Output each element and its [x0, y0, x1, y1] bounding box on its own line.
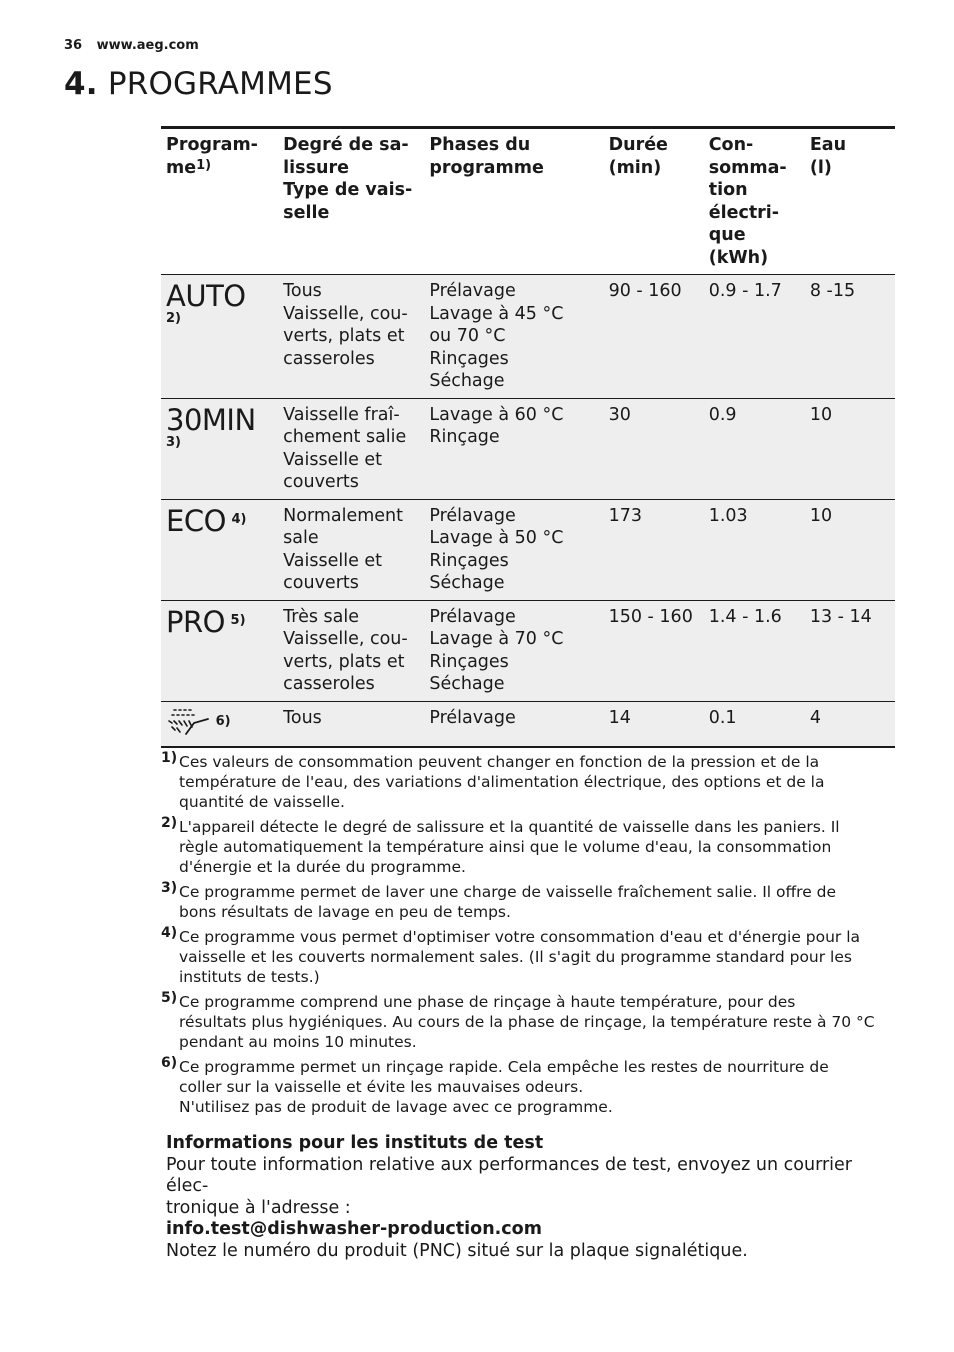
energy-cell: 0.9 — [708, 404, 737, 425]
header-water — [805, 128, 895, 275]
info-line: Pour toute information relative aux performances de test, envoyez un courrier élec- — [166, 1154, 852, 1196]
table-row — [161, 701, 895, 747]
footnote-line: N'utilisez pas de produit de lavage avec ce programme. — [179, 1098, 613, 1116]
phases-cell — [424, 275, 603, 399]
program-name: ECO — [166, 503, 226, 538]
section-title — [64, 66, 333, 102]
energy-cell: 0.9 - 1.7 — [708, 281, 782, 301]
cell-line: Vaisselle fraî- — [283, 404, 400, 425]
footnote-mark: 3) — [161, 880, 178, 896]
cell-line: Vaisselle, cou- — [283, 303, 408, 324]
cell-line: verts, plats et — [283, 651, 405, 672]
cell-line: Vaisselle et — [283, 550, 383, 571]
cell-line: chement salie — [283, 427, 407, 447]
header-line: (l) — [809, 157, 832, 178]
footnote-mark: 6) — [161, 1055, 178, 1071]
soil-cell — [278, 701, 424, 747]
cell-line: couverts — [283, 472, 359, 492]
footnotes — [161, 752, 897, 1122]
cell-line: Lavage à 50 °C — [429, 528, 564, 548]
header-line: tion — [708, 180, 748, 200]
header-soil — [278, 128, 424, 275]
header-line: (min) — [608, 157, 662, 178]
table-row — [161, 600, 895, 701]
cell-line: Rinçage — [429, 427, 500, 447]
energy-cell: 1.4 - 1.6 — [708, 606, 782, 627]
cell-line: Lavage à 60 °C — [429, 404, 564, 425]
energy-cell: 1.03 — [708, 505, 748, 526]
duration-cell: 30 — [608, 404, 631, 425]
cell-line: Tous — [283, 707, 322, 728]
cell-line: Prélavage — [429, 606, 516, 627]
cell-line: Vaisselle, cou- — [283, 629, 408, 649]
cell-line: Très sale — [283, 606, 360, 627]
table-row — [161, 275, 895, 399]
footnote-ref: 1) — [196, 157, 212, 173]
cell-line: Lavage à 45 °C — [429, 303, 564, 324]
soil-cell — [278, 398, 424, 499]
duration-cell: 14 — [608, 707, 631, 728]
info-heading: Informations pour les instituts de test — [166, 1133, 544, 1153]
header-line: lissure — [283, 157, 349, 178]
header-line: Program- — [166, 135, 258, 155]
footnote-mark: 4) — [161, 925, 178, 941]
footnote-line: Ce programme vous permet d'optimiser votre consommation d'eau et d'énergie pour la — [179, 928, 861, 946]
soil-cell — [278, 275, 424, 399]
page-number: 36 — [64, 38, 83, 53]
footnote-line: Ce programme comprend une phase de rinçage à haute température, pour des — [179, 993, 796, 1011]
water-cell: 10 — [809, 505, 833, 526]
footnote-ref: 4) — [231, 511, 247, 527]
header-line: me — [166, 157, 197, 178]
footnote-line: Ces valeurs de consommation peuvent changer en fonction de la pression et de la — [179, 753, 820, 771]
cell-line: casseroles — [283, 348, 375, 369]
header-line: Con- — [708, 135, 754, 155]
phases-cell — [424, 600, 603, 701]
footnote-line: température de l'eau, des variations d'alimentation électrique, des options et de la — [179, 773, 825, 791]
footnote-ref: 5) — [230, 612, 246, 628]
footnote-line: pendant au moins 10 minutes. — [179, 1033, 417, 1051]
footnote-mark: 5) — [161, 990, 178, 1006]
table-header-row — [161, 128, 895, 275]
soil-cell — [278, 600, 424, 701]
header-line: Phases du — [429, 135, 531, 155]
website-link[interactable]: www.aeg.com — [96, 38, 199, 53]
footnote-line: d'énergie et la durée du programme. — [179, 858, 466, 876]
footnote-ref: 2) — [166, 311, 181, 326]
info-note: Notez le numéro du produit (PNC) situé sur la plaque signalétique. — [166, 1240, 748, 1261]
footnote-line: quantité de vaisselle. — [179, 793, 345, 811]
energy-cell: 0.1 — [708, 707, 737, 728]
cell-line: Prélavage — [429, 707, 516, 728]
header-line: électri- — [708, 202, 780, 223]
footnote-line: Ce programme permet de laver une charge de vaisselle fraîchement salie. Il offre de — [179, 883, 837, 901]
water-cell: 10 — [809, 404, 833, 425]
cell-line: Rinçages — [429, 651, 509, 672]
header-line: (kWh) — [708, 247, 769, 268]
duration-cell: 173 — [608, 505, 642, 526]
footnote — [161, 927, 897, 987]
cell-line: couverts — [283, 573, 359, 593]
footnote-mark: 1) — [161, 750, 178, 766]
duration-cell: 150 - 160 — [608, 606, 693, 627]
program-cell — [161, 701, 278, 747]
test-institutes-info — [166, 1133, 896, 1262]
cell-line: Séchage — [429, 674, 505, 694]
rinse-spray-icon — [166, 707, 210, 737]
header-line: Type de vais- — [283, 180, 413, 200]
phases-cell — [424, 499, 603, 600]
program-cell — [161, 600, 278, 701]
cell-line: Normalement — [283, 505, 404, 526]
section-title-text: PROGRAMMES — [107, 66, 333, 102]
footnote-line: L'appareil détecte le degré de salissure et la quantité de vaisselle dans les paniers. Il — [179, 818, 840, 836]
footnote-line: coller sur la vaisselle et évite les mauvaises odeurs. — [179, 1078, 584, 1096]
header-line: Degré de sa- — [283, 135, 409, 155]
programmes-table — [161, 126, 895, 748]
cell-line: Lavage à 70 °C — [429, 629, 564, 649]
footnote-line: règle automatiquement la température ainsi que le volume d'eau, la consommation — [179, 838, 832, 856]
cell-line: verts, plats et — [283, 326, 405, 346]
section-number: 4. — [64, 66, 98, 102]
cell-line: Prélavage — [429, 281, 516, 301]
header-line: programme — [429, 157, 544, 178]
cell-line: Séchage — [429, 573, 505, 593]
cell-line: Rinçages — [429, 348, 509, 369]
footnote-ref: 6) — [215, 713, 231, 729]
footnote-line: instituts de tests.) — [179, 968, 320, 986]
program-name: 30MIN — [166, 402, 256, 437]
info-line: tronique à l'adresse : — [166, 1197, 351, 1218]
footnote-line: vaisselle et les couverts normalement sales. (Il s'agit du programme standard pour les — [179, 948, 852, 966]
header-line: Durée — [608, 135, 668, 155]
cell-line: Rinçages — [429, 550, 509, 571]
footnote-ref: 3) — [166, 434, 181, 450]
header-line: selle — [283, 202, 330, 223]
water-cell: 13 - 14 — [809, 606, 872, 627]
program-name: PRO — [166, 604, 225, 639]
page-header — [64, 38, 199, 53]
info-email-link[interactable]: info.test@dishwasher-production.com — [166, 1219, 542, 1239]
footnote-line: Ce programme permet un rinçage rapide. Cela empêche les restes de nourriture de — [179, 1058, 829, 1076]
header-phases — [424, 128, 603, 275]
program-name: AUTO — [166, 279, 246, 313]
header-program — [161, 128, 278, 275]
header-duration — [604, 128, 704, 275]
table-row — [161, 398, 895, 499]
program-cell — [161, 499, 278, 600]
cell-line: Séchage — [429, 371, 505, 391]
footnote — [161, 752, 897, 812]
phases-cell — [424, 398, 603, 499]
program-cell — [161, 275, 278, 399]
program-cell — [161, 398, 278, 499]
header-line: Eau — [809, 135, 847, 155]
cell-line: casseroles — [283, 674, 375, 694]
header-energy — [704, 128, 805, 275]
soil-cell — [278, 499, 424, 600]
water-cell: 8 -15 — [809, 281, 856, 301]
duration-cell: 90 - 160 — [608, 281, 682, 301]
table-row — [161, 499, 895, 600]
footnote — [161, 817, 897, 877]
cell-line: Vaisselle et — [283, 449, 383, 470]
cell-line: Prélavage — [429, 505, 516, 526]
footnote — [161, 1057, 897, 1117]
header-line: somma- — [708, 157, 787, 178]
cell-line: Tous — [283, 281, 322, 301]
water-cell: 4 — [809, 707, 821, 728]
footnote-line: résultats plus hygiéniques. Au cours de la phase de rinçage, la température reste à 70 °C — [179, 1013, 875, 1031]
cell-line: sale — [283, 528, 319, 548]
footnote — [161, 882, 897, 922]
footnote-mark: 2) — [161, 815, 178, 831]
cell-line: ou 70 °C — [429, 326, 506, 346]
footnote — [161, 992, 897, 1052]
footnote-line: bons résultats de lavage en peu de temps. — [179, 903, 511, 921]
phases-cell — [424, 701, 603, 747]
header-line: que — [708, 225, 746, 245]
